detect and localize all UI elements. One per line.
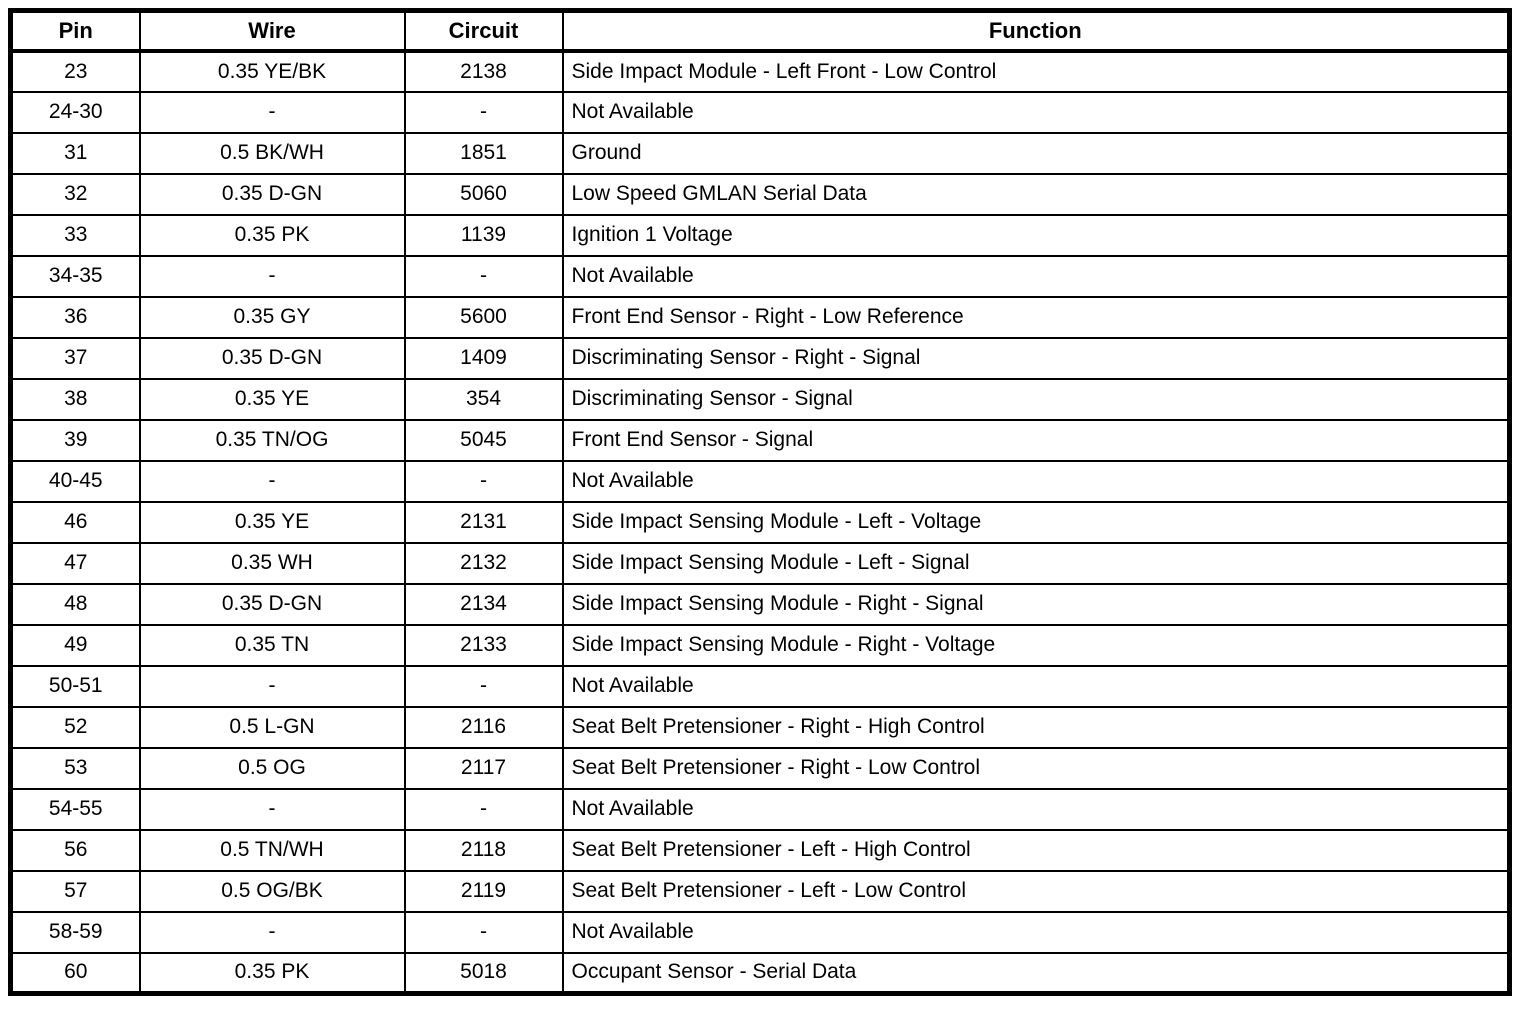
- table-row: [11, 748, 1510, 789]
- table-row: [11, 256, 1510, 297]
- cell-function: Not Available: [563, 666, 1510, 707]
- table-row: [11, 133, 1510, 174]
- table-row: [11, 625, 1510, 666]
- cell-pin: 46: [11, 502, 140, 543]
- cell-pin: 49: [11, 625, 140, 666]
- cell-function: Not Available: [563, 461, 1510, 502]
- cell-function: Ignition 1 Voltage: [563, 215, 1510, 256]
- table-row: [11, 502, 1510, 543]
- cell-circuit: 2138: [405, 51, 563, 92]
- table-header-row: [11, 11, 1510, 51]
- cell-pin: 34-35: [11, 256, 140, 297]
- cell-function: Front End Sensor - Right - Low Reference: [563, 297, 1510, 338]
- cell-function: Side Impact Sensing Module - Left - Signal: [563, 543, 1510, 584]
- cell-pin: 47: [11, 543, 140, 584]
- cell-wire: 0.5 L-GN: [140, 707, 405, 748]
- cell-function: Seat Belt Pretensioner - Right - Low Control: [563, 748, 1510, 789]
- cell-wire: 0.35 YE: [140, 379, 405, 420]
- cell-pin: 32: [11, 174, 140, 215]
- table-row: [11, 543, 1510, 584]
- cell-wire: -: [140, 256, 405, 297]
- cell-pin: 53: [11, 748, 140, 789]
- table-row: [11, 912, 1510, 953]
- cell-function: Side Impact Sensing Module - Left - Voltage: [563, 502, 1510, 543]
- cell-circuit: -: [405, 666, 563, 707]
- cell-circuit: 2117: [405, 748, 563, 789]
- table-body: [11, 51, 1510, 994]
- cell-pin: 54-55: [11, 789, 140, 830]
- cell-circuit: -: [405, 256, 563, 297]
- column-header-wire: Wire: [140, 11, 405, 51]
- cell-pin: 58-59: [11, 912, 140, 953]
- cell-pin: 36: [11, 297, 140, 338]
- column-header-pin: Pin: [11, 11, 140, 51]
- cell-pin: 48: [11, 584, 140, 625]
- cell-wire: 0.35 YE: [140, 502, 405, 543]
- cell-pin: 23: [11, 51, 140, 92]
- cell-function: Discriminating Sensor - Signal: [563, 379, 1510, 420]
- cell-circuit: 2133: [405, 625, 563, 666]
- table-row: [11, 789, 1510, 830]
- cell-pin: 38: [11, 379, 140, 420]
- cell-circuit: 1409: [405, 338, 563, 379]
- cell-wire: 0.35 WH: [140, 543, 405, 584]
- cell-pin: 33: [11, 215, 140, 256]
- cell-circuit: 5060: [405, 174, 563, 215]
- column-header-function: Function: [563, 11, 1510, 51]
- cell-function: Side Impact Module - Left Front - Low Control: [563, 51, 1510, 92]
- table-row: [11, 92, 1510, 133]
- cell-circuit: 1851: [405, 133, 563, 174]
- cell-pin: 57: [11, 871, 140, 912]
- cell-wire: 0.5 TN/WH: [140, 830, 405, 871]
- cell-function: Not Available: [563, 789, 1510, 830]
- cell-wire: 0.35 YE/BK: [140, 51, 405, 92]
- cell-wire: -: [140, 666, 405, 707]
- cell-function: Side Impact Sensing Module - Right - Signal: [563, 584, 1510, 625]
- table-row: [11, 215, 1510, 256]
- cell-function: Occupant Sensor - Serial Data: [563, 953, 1510, 994]
- cell-circuit: 5600: [405, 297, 563, 338]
- cell-wire: 0.35 PK: [140, 215, 405, 256]
- cell-function: Ground: [563, 133, 1510, 174]
- cell-circuit: -: [405, 912, 563, 953]
- cell-wire: 0.5 BK/WH: [140, 133, 405, 174]
- cell-circuit: 5018: [405, 953, 563, 994]
- cell-wire: 0.35 D-GN: [140, 338, 405, 379]
- connector-pinout-table: [8, 8, 1512, 996]
- table-row: [11, 338, 1510, 379]
- cell-function: Side Impact Sensing Module - Right - Voltage: [563, 625, 1510, 666]
- table-row: [11, 871, 1510, 912]
- table-row: [11, 297, 1510, 338]
- cell-circuit: 2118: [405, 830, 563, 871]
- cell-function: Seat Belt Pretensioner - Left - Low Control: [563, 871, 1510, 912]
- cell-function: Discriminating Sensor - Right - Signal: [563, 338, 1510, 379]
- cell-pin: 39: [11, 420, 140, 461]
- cell-function: Seat Belt Pretensioner - Right - High Control: [563, 707, 1510, 748]
- table-row: [11, 707, 1510, 748]
- cell-wire: -: [140, 461, 405, 502]
- cell-wire: -: [140, 789, 405, 830]
- cell-circuit: 2116: [405, 707, 563, 748]
- cell-wire: -: [140, 92, 405, 133]
- table-row: [11, 51, 1510, 92]
- cell-pin: 50-51: [11, 666, 140, 707]
- table-row: [11, 666, 1510, 707]
- cell-wire: 0.35 D-GN: [140, 584, 405, 625]
- cell-function: Not Available: [563, 256, 1510, 297]
- cell-pin: 56: [11, 830, 140, 871]
- cell-circuit: -: [405, 92, 563, 133]
- cell-pin: 24-30: [11, 92, 140, 133]
- cell-wire: 0.5 OG/BK: [140, 871, 405, 912]
- cell-circuit: 5045: [405, 420, 563, 461]
- column-header-circuit: Circuit: [405, 11, 563, 51]
- table-row: [11, 953, 1510, 994]
- cell-circuit: 2132: [405, 543, 563, 584]
- cell-function: Not Available: [563, 912, 1510, 953]
- table-row: [11, 461, 1510, 502]
- cell-circuit: 2134: [405, 584, 563, 625]
- cell-function: Front End Sensor - Signal: [563, 420, 1510, 461]
- table-row: [11, 584, 1510, 625]
- cell-wire: 0.5 OG: [140, 748, 405, 789]
- cell-circuit: 354: [405, 379, 563, 420]
- table-row: [11, 174, 1510, 215]
- cell-wire: 0.35 TN: [140, 625, 405, 666]
- table-row: [11, 420, 1510, 461]
- cell-function: Not Available: [563, 92, 1510, 133]
- cell-circuit: -: [405, 461, 563, 502]
- cell-wire: 0.35 PK: [140, 953, 405, 994]
- cell-function: Seat Belt Pretensioner - Left - High Control: [563, 830, 1510, 871]
- cell-pin: 31: [11, 133, 140, 174]
- cell-pin: 60: [11, 953, 140, 994]
- cell-wire: 0.35 TN/OG: [140, 420, 405, 461]
- cell-wire: 0.35 D-GN: [140, 174, 405, 215]
- table-row: [11, 379, 1510, 420]
- cell-pin: 52: [11, 707, 140, 748]
- cell-pin: 40-45: [11, 461, 140, 502]
- cell-circuit: -: [405, 789, 563, 830]
- cell-circuit: 2131: [405, 502, 563, 543]
- cell-pin: 37: [11, 338, 140, 379]
- cell-function: Low Speed GMLAN Serial Data: [563, 174, 1510, 215]
- cell-wire: -: [140, 912, 405, 953]
- table-row: [11, 830, 1510, 871]
- cell-circuit: 1139: [405, 215, 563, 256]
- cell-circuit: 2119: [405, 871, 563, 912]
- cell-wire: 0.35 GY: [140, 297, 405, 338]
